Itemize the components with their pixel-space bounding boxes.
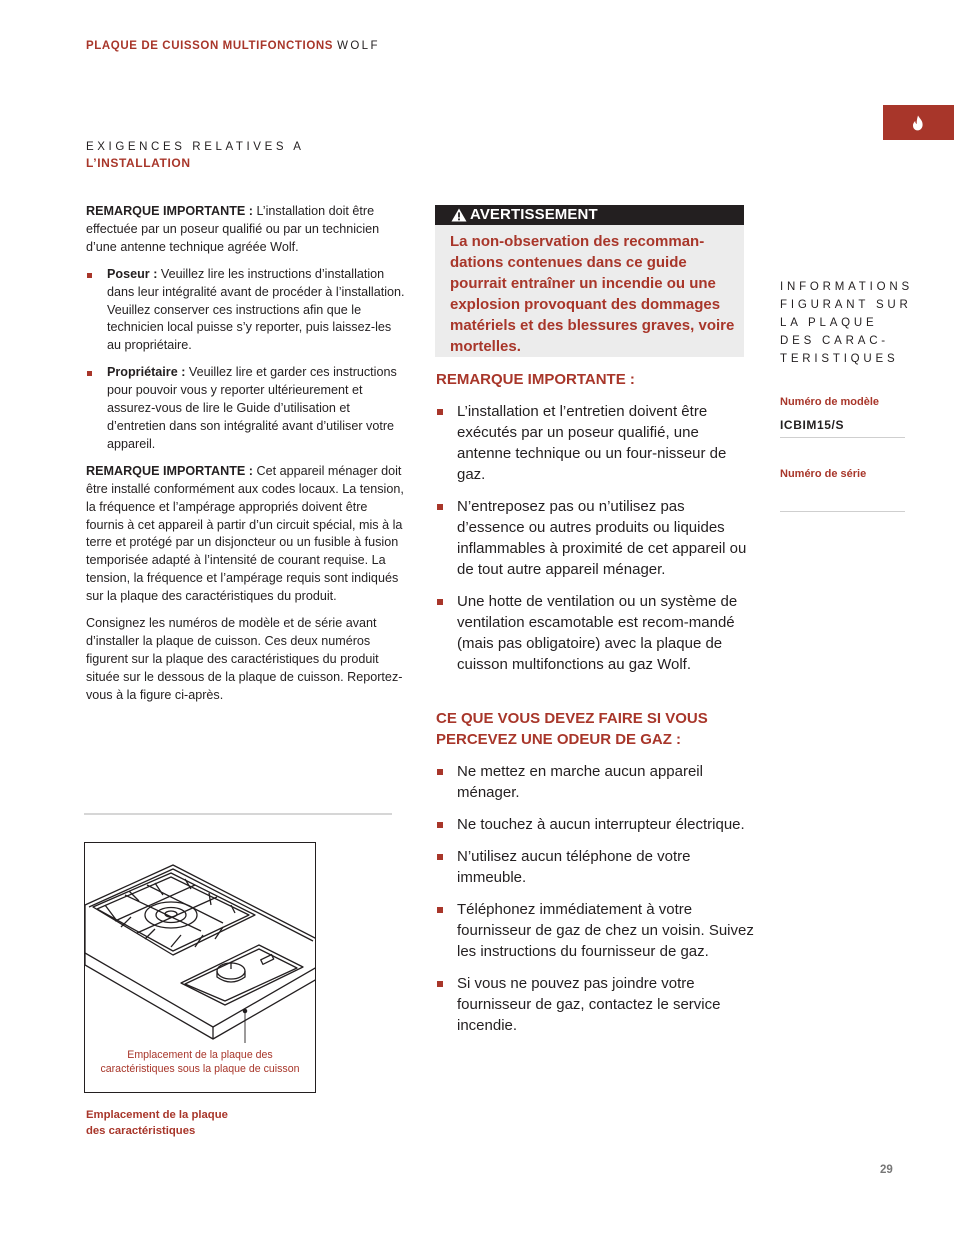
list-item-label: Propriétaire : — [107, 365, 186, 380]
bullet-square-icon — [437, 854, 443, 860]
list-item-text: Ne mettez en marche aucun appareil ménager. — [457, 763, 703, 801]
model-number-label: Numéro de modèle — [780, 396, 880, 408]
left-column — [86, 203, 406, 714]
rating-title-line: LA PLAQUE — [780, 317, 878, 329]
warning-label: AVERTISSEMENT — [470, 206, 598, 223]
figure-inner-caption: Emplacement de la plaque des caractéristiques sous la plaque de cuisson — [100, 1049, 300, 1075]
list-item-text: Téléphonez immédiatement à votre fournisseur de gaz de chez un voisin. Suivez les instructions du fournisseur de gaz. — [457, 901, 754, 960]
important-heading: REMARQUE IMPORTANTE : — [436, 371, 635, 388]
section-title — [86, 139, 305, 171]
section-title-line1: EXIGENCES RELATIVES A — [86, 141, 305, 153]
running-head-title: PLAQUE DE CUISSON MULTIFONCTIONS — [86, 40, 334, 52]
flame-icon — [911, 115, 925, 131]
important-note-2 — [86, 463, 406, 606]
important-note-2-label: REMARQUE IMPORTANTE : — [86, 463, 253, 478]
cooktop-illustration — [84, 842, 316, 1093]
bullet-square-icon — [87, 371, 92, 376]
record-numbers-paragraph: Consignez les numéros de modèle et de série avant d’installer la plaque de cuisson. Ces deux numéros figurent sur la plaque des caractéristiques du produit située sur le dessous de la plaque de cuisson. Reportez-vous à la figure ci-après. — [86, 616, 403, 702]
list-item-text: Ne touchez à aucun interrupteur électrique. — [457, 816, 745, 833]
list-item — [436, 401, 756, 485]
list-item-text: Veuillez lire les instructions d’installation dans leur intégralité avant de procéder à l’installation. Veuillez conserver ces instructions afin que le technicien local puisse s’y reporter, puis laissez-les au propriétaire. — [107, 266, 405, 353]
bullet-square-icon — [437, 599, 443, 605]
bullet-square-icon — [437, 769, 443, 775]
rating-title-line: DES CARAC- — [780, 335, 889, 347]
model-number-value: ICBIM15/S — [780, 418, 845, 432]
gas-smell-list — [436, 761, 756, 1036]
section-title-line2: L’INSTALLATION — [86, 156, 191, 170]
list-item — [436, 591, 756, 675]
list-item-text: L’installation et l’entretien doivent être exécutés par un poseur qualifié, une antenne technique ou un four-nisseur de gaz. — [457, 403, 727, 483]
list-item — [436, 846, 756, 888]
rating-title-line: FIGURANT SUR — [780, 299, 912, 311]
important-list — [436, 401, 756, 675]
important-note-1-label: REMARQUE IMPORTANTE : — [86, 204, 253, 218]
important-note-1-text: L’installation doit être effectuée par un poseur qualifié ou par un technicien d’une antenne technique agréée Wolf. — [86, 204, 380, 254]
bullet-square-icon — [437, 907, 443, 913]
bullet-square-icon — [437, 822, 443, 828]
important-note-1 — [86, 203, 406, 257]
important-note-2-text: Cet appareil ménager doit être installé conformément aux codes locaux. La tension, la fréquence et l’ampérage appropriés doivent être fournis à cet appareil à partir d’un circuit spécial, mis à la terre et protégé par un disjoncteur ou un fusible à fusion temporisée adapté à l’intensité de courant requise. La tension, la fréquence et l’ampérage requis sont indiqués sur la plaque des caractéristiques du produit. — [86, 463, 404, 604]
middle-column — [436, 369, 756, 1036]
list-item-text: N’utilisez aucun téléphone de votre immeuble. — [457, 848, 691, 886]
list-item — [436, 496, 756, 580]
warning-box — [435, 205, 744, 357]
page-number: 29 — [880, 1164, 893, 1176]
bullet-square-icon — [437, 504, 443, 510]
list-item — [436, 814, 756, 835]
warning-triangle-icon — [451, 208, 467, 222]
serial-number-line — [780, 511, 905, 512]
list-item — [436, 899, 756, 962]
list-item-text: N’entreposez pas ou n’utilisez pas d’essence ou autres produits ou liquides inflammables à proximité de cet appareil ou de tout autre appareil ménager. — [457, 498, 747, 578]
serial-number-label: Numéro de série — [780, 468, 867, 480]
gas-smell-heading: CE QUE VOUS DEVEZ FAIRE SI VOUS PERCEVEZ UNE ODEUR DE GAZ : — [436, 710, 708, 748]
list-item-owner — [86, 364, 406, 454]
list-item-text: Une hotte de ventilation ou un système de ventilation escamotable est recom-mandé (mais pas obligatoire) avec la plaque de cuisson multifonctions au gaz Wolf. — [457, 593, 738, 673]
list-item-text: Si vous ne pouvez pas joindre votre fournisseur de gaz, contactez le service incendie. — [457, 975, 721, 1034]
divider — [84, 813, 392, 815]
bullet-square-icon — [437, 409, 443, 415]
bullet-square-icon — [87, 273, 92, 278]
figure-caption — [86, 1107, 228, 1139]
rating-title-line: INFORMATIONS — [780, 281, 913, 293]
list-item — [436, 761, 756, 803]
installer-owner-list — [86, 266, 406, 454]
model-number-line — [780, 437, 905, 438]
running-head-brand: WOLF — [337, 40, 380, 52]
list-item-text: Veuillez lire et garder ces instructions pour pouvoir vous y reporter ultérieurement et assurez-vous de lire le Guide d’utilisation et d’entretien dans son intégralité avant d’utiliser votre appareil. — [107, 365, 397, 451]
bullet-square-icon — [437, 981, 443, 987]
running-head — [86, 40, 380, 52]
figure-caption-line1: Emplacement de la plaque — [86, 1109, 228, 1121]
warning-text: La non-observation des recomman-dations contenues dans ce guide pourrait entraîner un incendie ou une explosion provoquant des dommages matériels et des blessures graves, voire mortelles. — [450, 233, 735, 355]
list-item-label: Poseur : — [107, 266, 158, 281]
section-tab — [883, 105, 954, 140]
rating-title-line: TERISTIQUES — [780, 353, 899, 365]
rating-plate-title — [780, 278, 913, 368]
list-item-installer — [86, 266, 406, 356]
warning-header — [435, 205, 744, 225]
figure-caption-line2: des caractéristiques — [86, 1125, 196, 1137]
list-item — [436, 973, 756, 1036]
